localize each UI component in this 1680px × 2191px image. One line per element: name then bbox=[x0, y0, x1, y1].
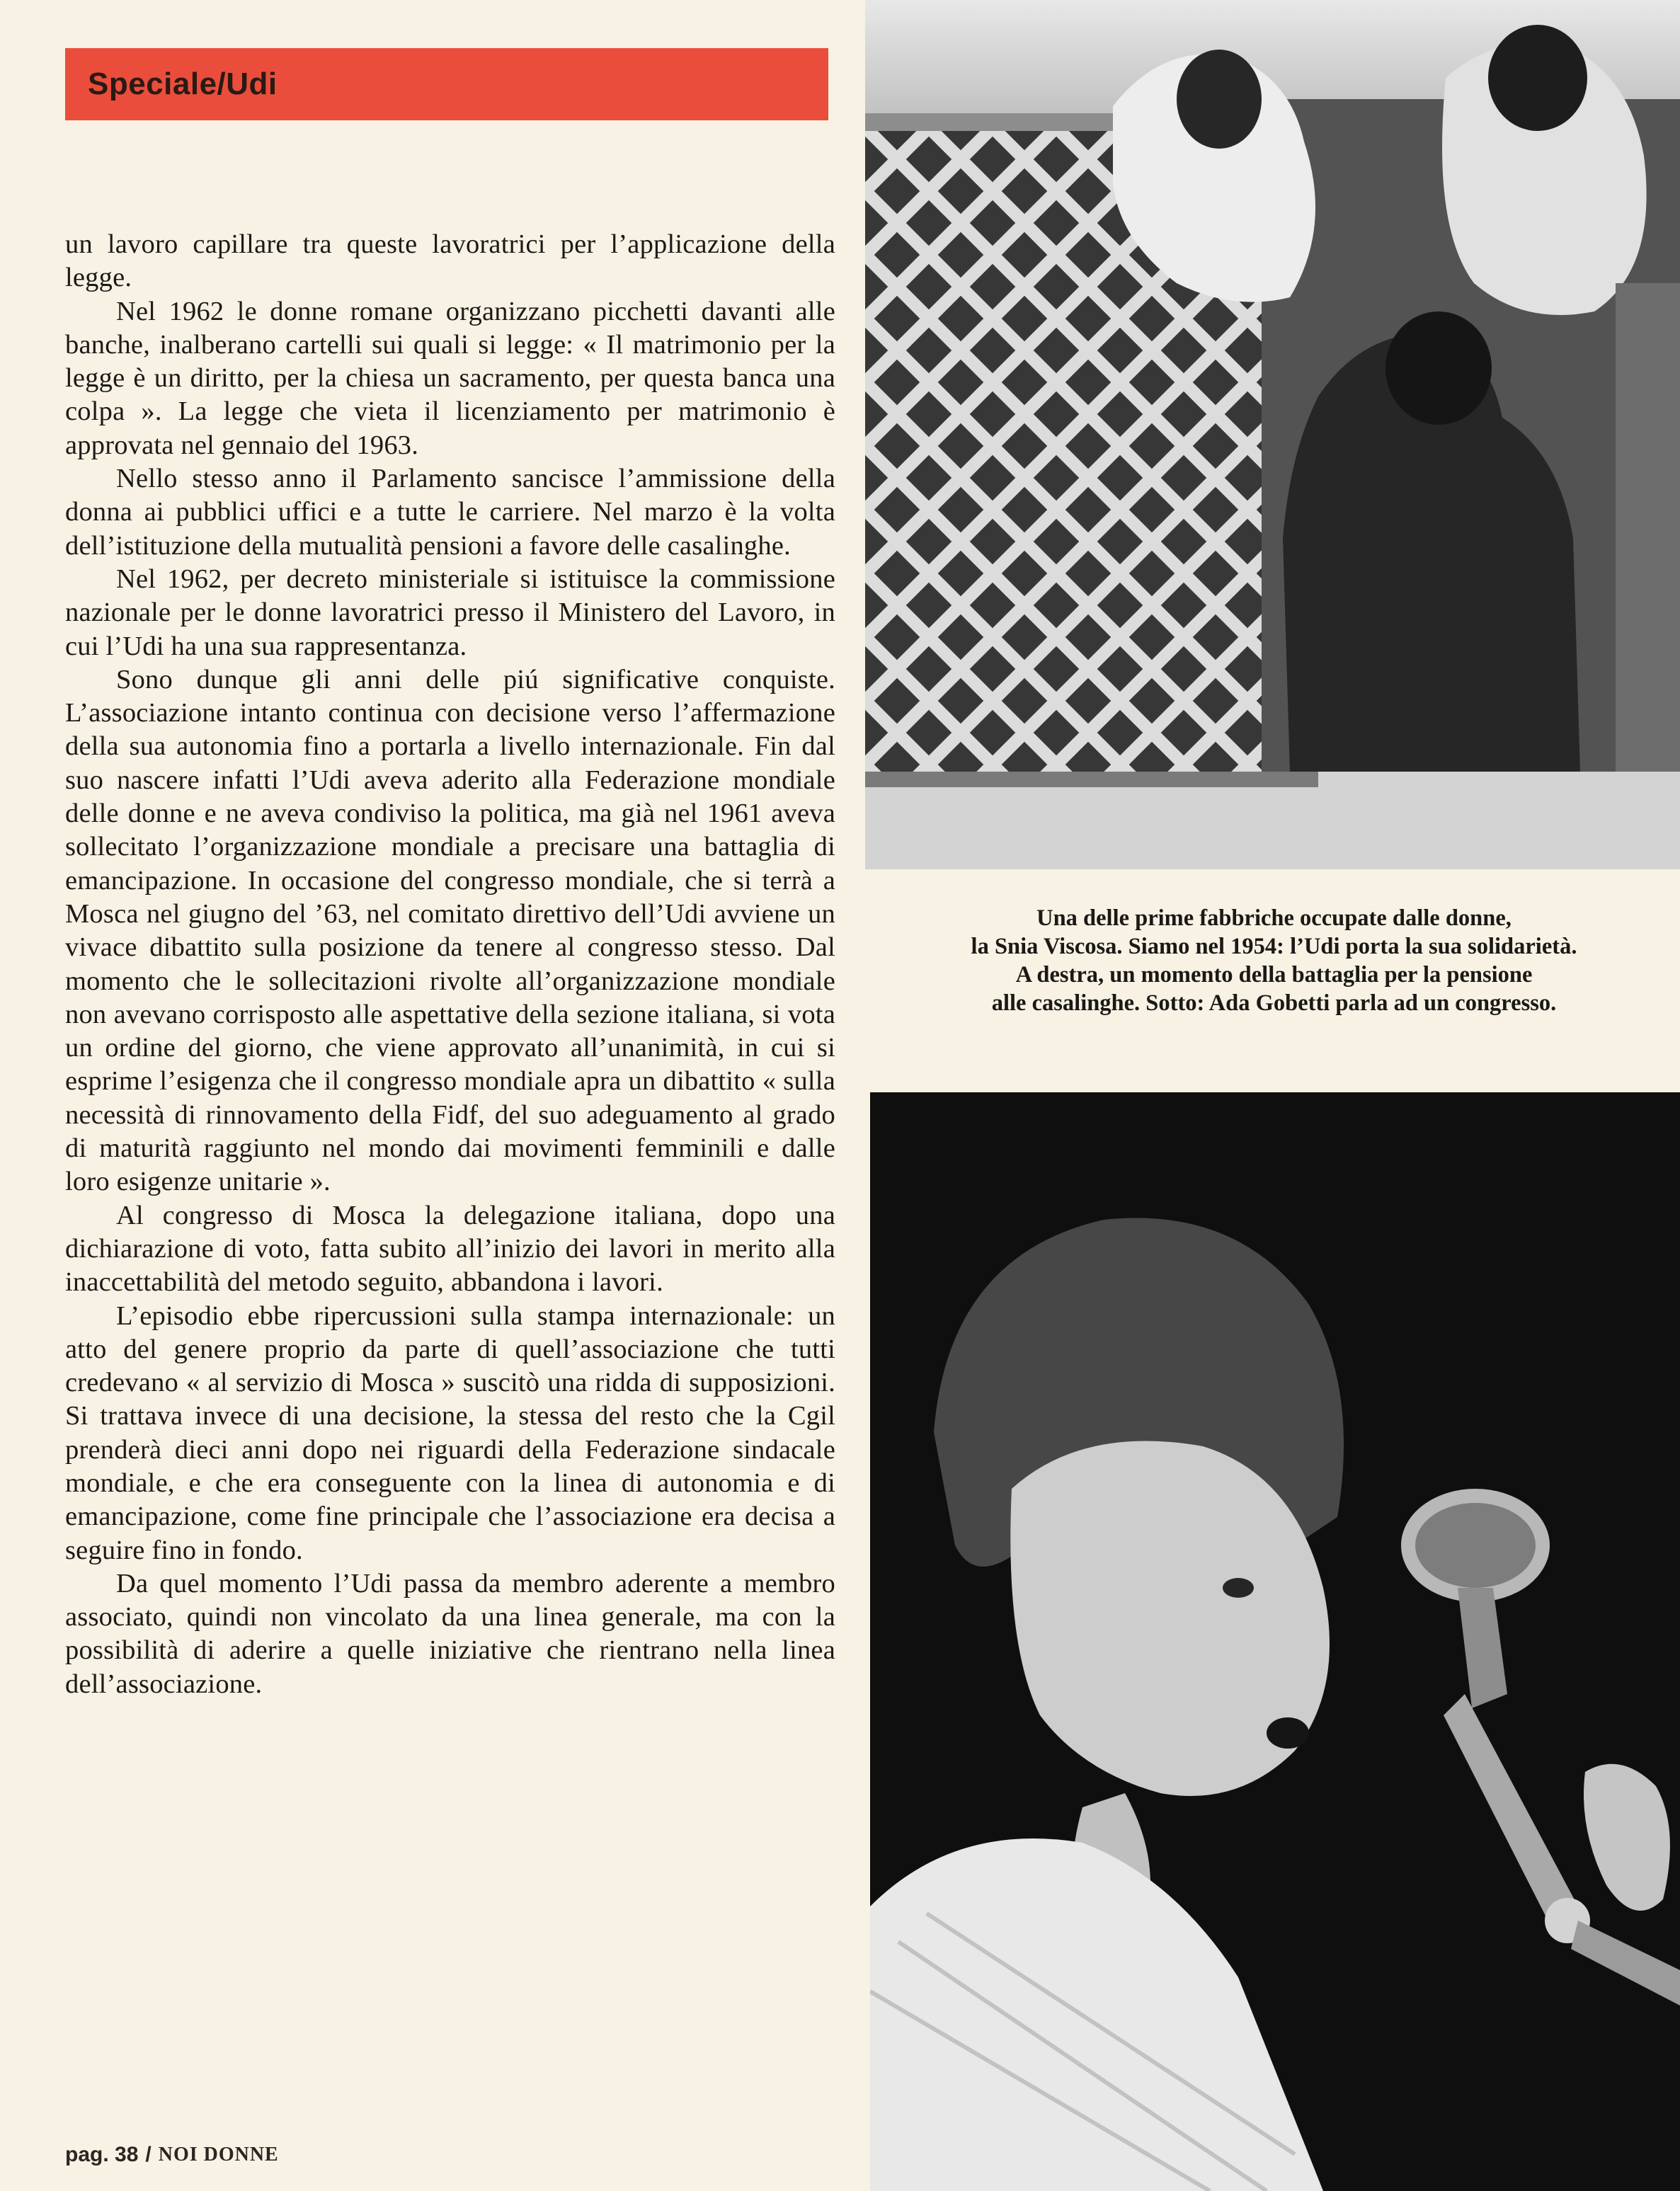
paragraph: Nel 1962 le donne romane organizzano picchetti davanti alle banche, inalberano cartelli sui quali si legge: « Il matrimonio per la legge è un diritto, per la chiesa un sacramento, per questa banca una colpa ». La legge che vieta il licenziamento per matrimonio è approvata nel gennaio del 1963. bbox=[65, 296, 835, 460]
magazine-logo: NOI DONNE bbox=[158, 2144, 279, 2166]
paragraph: Nel 1962, per decreto ministeriale si istituisce la commissione nazionale per le donne lavoratrici presso il Ministero del Lavoro, in cui l’Udi ha una sua rappresentanza. bbox=[65, 564, 835, 661]
article-body bbox=[65, 228, 835, 1701]
section-title: Speciale/Udi bbox=[88, 67, 278, 101]
caption-line: la Snia Viscosa. Siamo nel 1954: l’Udi porta la sua solidarietà. bbox=[971, 934, 1577, 959]
factory-protest-photo bbox=[865, 0, 1680, 869]
caption-line: A destra, un momento della battaglia per la pensione bbox=[1015, 962, 1533, 988]
page-number: pag. 38 bbox=[65, 2143, 139, 2166]
paragraph: L’episodio ebbe ripercussioni sulla stampa internazionale: un atto del genere proprio da parte di quell’associazione che tutti credevano « al servizio di Mosca » suscitò una ridda di supposizioni. Si trattava invece di una decisione, la stessa del resto che la Cgil prenderà dieci anni dopo nei riguardi della Federazione sindacale mondiale, e che era conseguente con la linea di autonomia e di emancipazione, come fine principale che l’associazione era decisa a seguire fino in fondo. bbox=[65, 1300, 835, 1565]
speaker-portrait-photo bbox=[870, 1092, 1680, 2191]
section-header bbox=[65, 48, 828, 120]
footer-separator: / bbox=[145, 2143, 152, 2166]
caption-line: Una delle prime fabbriche occupate dalle donne, bbox=[1036, 905, 1512, 931]
paragraph: Nello stesso anno il Parlamento sancisce l’ammissione della donna ai pubblici uffici e a tutte le carriere. Nel marzo è la volta dell’istituzione della mutualità pensioni a favore delle casalinghe. bbox=[65, 464, 835, 561]
page-footer bbox=[65, 2143, 279, 2167]
paragraph: Sono dunque gli anni delle piú significative conquiste. L’associazione intanto continua con decisione verso l’affermazione della sua autonomia fino a portarla a livello internazionale. Fin dal suo nascere infatti l’Udi aveva aderito alla Federazione mondiale delle donne e ne aveva condiviso la politica, ma già nel 1961 aveva sollecitato l’organizzazione mondiale a precisare una battaglia di emancipazione. In occasione del congresso mondiale, che si terrà a Mosca nel giugno del ’63, nel comitato direttivo dell’Udi avviene un vivace dibattito sulla posizione da tenere al congresso stesso. Dal momento che le sollecitazioni rivolte all’organizzazione mondiale non avevano corrisposto alle aspettative della sezione italiana, si vota un ordine del giorno, che viene approvato all’unanimità, in cui si esprime l’esigenza che il congresso mondiale apra un dibattito « sulla necessità di rinnovamento della Fidf, del suo adeguamento al grado di maturità raggiunto nel mondo dai movimenti femminili e dalle loro esigenze unitarie ». bbox=[65, 664, 835, 1197]
photo-caption bbox=[868, 904, 1680, 1017]
paragraph: un lavoro capillare tra queste lavoratrici per l’applicazione della legge. bbox=[65, 229, 835, 293]
paragraph: Da quel momento l’Udi passa da membro aderente a membro associato, quindi non vincolato da una linea generale, ma con la possibilità di aderire a quelle iniziative che rientrano nella linea dell’associazione. bbox=[65, 1568, 835, 1699]
paragraph: Al congresso di Mosca la delegazione italiana, dopo una dichiarazione di voto, fatta subito all’inizio dei lavori in merito alla inaccettabilità del metodo seguito, abbandona i lavori. bbox=[65, 1200, 835, 1298]
caption-line: alle casalinghe. Sotto: Ada Gobetti parla ad un congresso. bbox=[991, 990, 1557, 1016]
